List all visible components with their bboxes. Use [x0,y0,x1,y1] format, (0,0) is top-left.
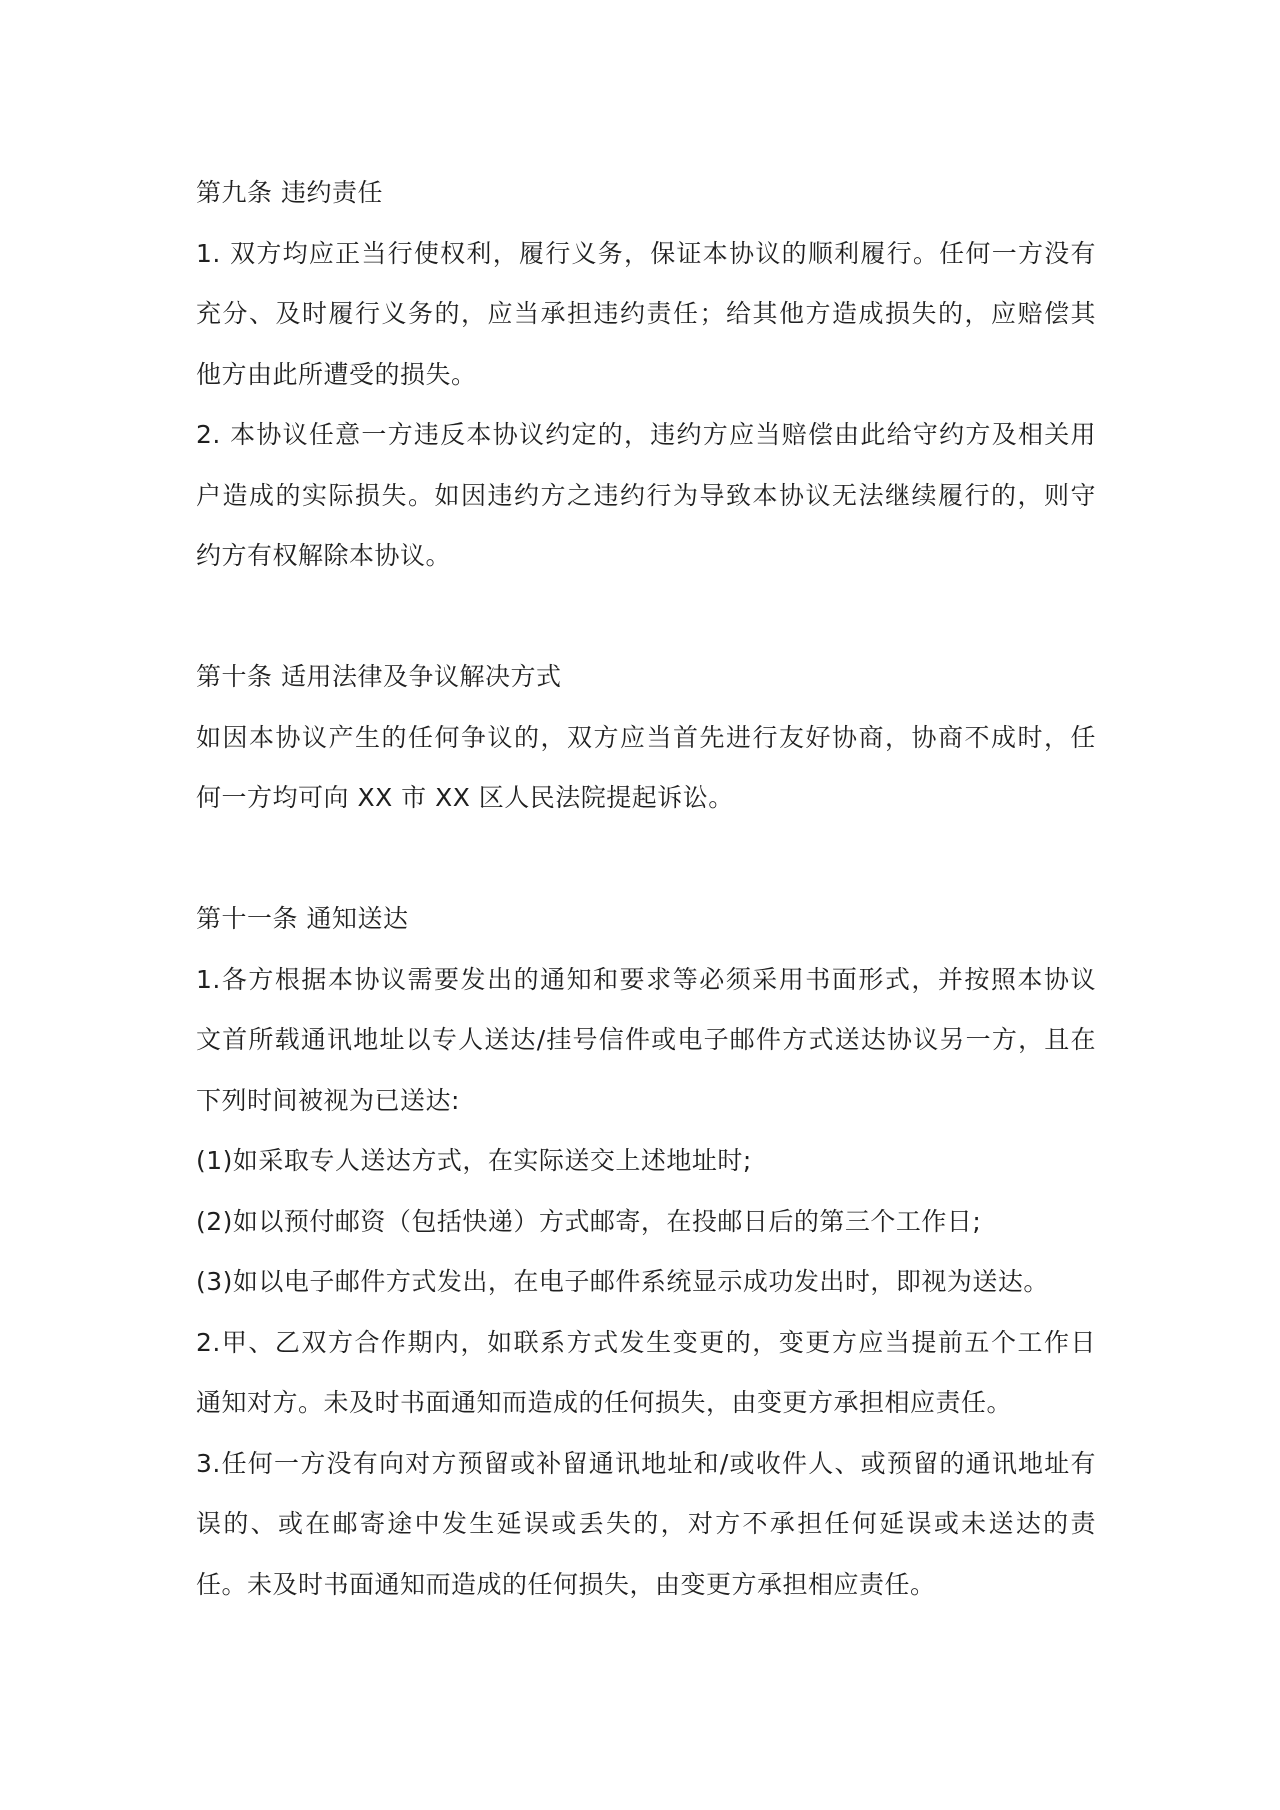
section-spacer [196,829,1096,890]
article-11-line: 误的、或在邮寄途中发生延误或丢失的，对方不承担任何延误或未送达的责 [196,1509,1096,1538]
article-11-line: 3.任何一方没有向对方预留或补留通讯地址和/或收件人、或预留的通讯地址有 [196,1448,1096,1478]
article-11-line: (2)如以预付邮资（包括快递）方式邮寄，在投邮日后的第三个工作日; [196,1206,982,1236]
article-9-line: 户造成的实际损失。如因违约方之违约行为导致本协议无法继续履行的，则守 [196,480,1096,510]
article-9-line: 他方由此所遭受的损失。 [196,359,477,389]
article-11-line: (1)如采取专人送达方式，在实际送交上述地址时; [196,1146,752,1175]
section-spacer [196,587,1096,648]
article-11-line: 任。未及时书面通知而造成的任何损失，由变更方承担相应责任。 [196,1569,936,1599]
article-10-line: 如因本协议产生的任何争议的，双方应当首先进行友好协商，协商不成时，任 [196,722,1096,752]
article-11-line: 通知对方。未及时书面通知而造成的任何损失，由变更方承担相应责任。 [196,1388,1013,1417]
article-10-line: 何一方均可向 XX 市 XX 区人民法院提起诉讼。 [196,783,734,812]
article-11-line: 下列时间被视为已送达: [196,1085,460,1115]
article-11-line: 文首所载通讯地址以专人送达/挂号信件或电子邮件方式送达协议另一方，且在 [196,1025,1096,1054]
article-9-line: 1. 双方均应正当行使权利，履行义务，保证本协议的顺利履行。任何一方没有 [196,238,1096,268]
article-11-line: 1.各方根据本协议需要发出的通知和要求等必须采用书面形式，并按照本协议 [196,964,1096,994]
article-9-line: 约方有权解除本协议。 [196,541,452,570]
article-9-line: 充分、及时履行义务的，应当承担违约责任；给其他方造成损失的，应赔偿其 [196,299,1096,328]
document-body [196,163,1096,1615]
article-9-line: 2. 本协议任意一方违反本协议约定的，违约方应当赔偿由此给守约方及相关用 [196,420,1096,449]
article-11-title: 第十一条 通知送达 [196,904,409,933]
article-10-title: 第十条 适用法律及争议解决方式 [196,662,562,691]
article-11-line: (3)如以电子邮件方式发出，在电子邮件系统显示成功发出时，即视为送达。 [196,1267,1049,1296]
article-11-line: 2.甲、乙双方合作期内，如联系方式发生变更的，变更方应当提前五个工作日 [196,1327,1096,1357]
article-9-title: 第九条 违约责任 [196,178,383,207]
